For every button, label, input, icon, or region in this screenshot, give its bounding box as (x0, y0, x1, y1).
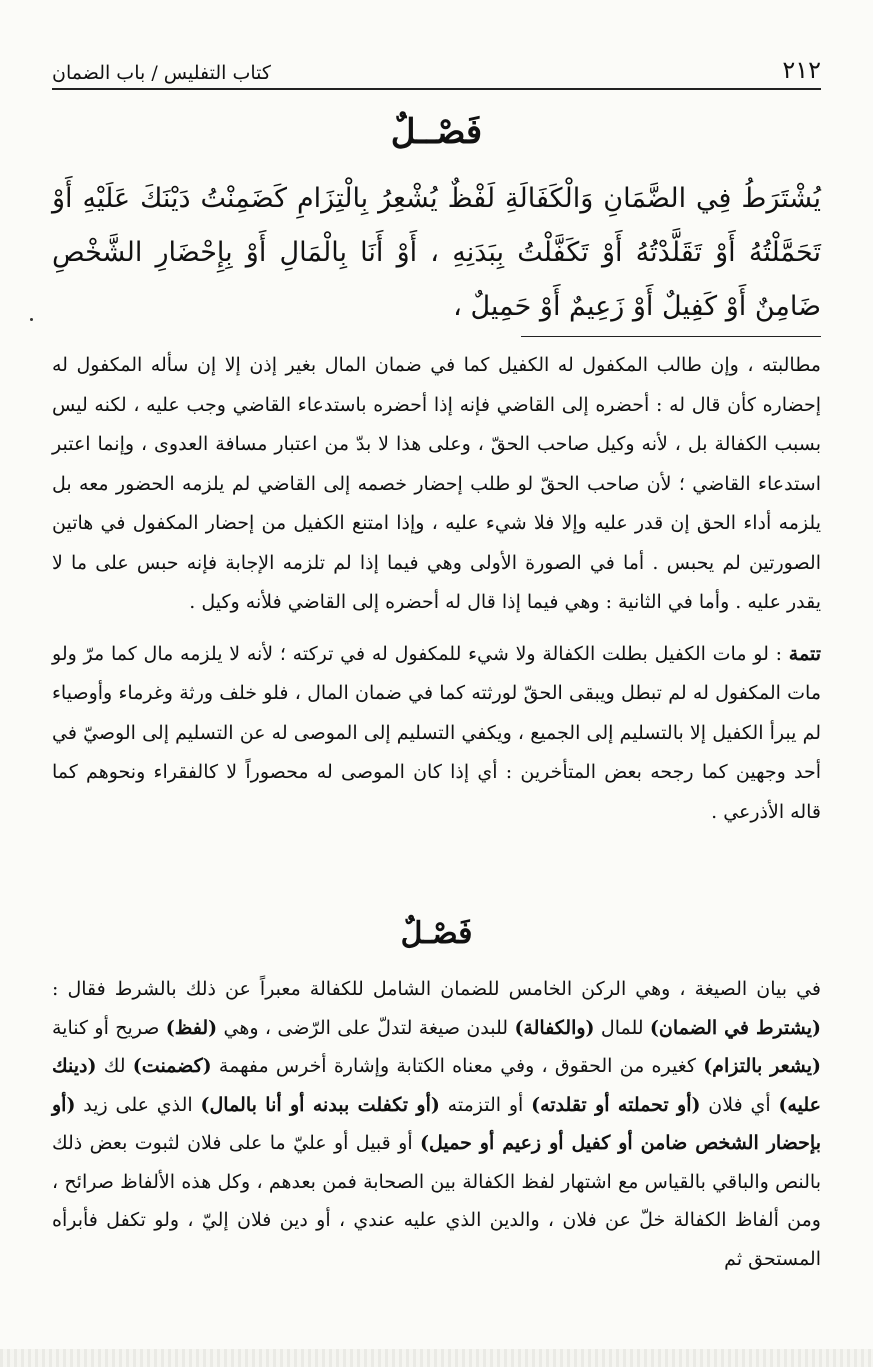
bold-matn-quote: (يشترط في الضمان) (649, 1016, 821, 1039)
bold-matn-quote: (كضمنت) (132, 1055, 212, 1077)
commentary-run: كغيره من الحقوق ، وفي معناه الكتابة وإشارة أخرس مفهمة (211, 1055, 704, 1077)
section-heading-2: فَصْـلٌ (400, 916, 473, 951)
tatimma-label: تتمة (788, 642, 821, 665)
commentary-paragraph-2 (52, 970, 821, 1278)
bold-matn-quote: (أو تكفلت ببدنه أو أنا بالمال) (200, 1093, 440, 1116)
commentary-run: لك (96, 1055, 133, 1077)
commentary-run: أو التزمته (439, 1093, 532, 1116)
page-header (52, 44, 821, 90)
commentary-block-1 (52, 346, 821, 832)
commentary-paragraph: مطالبته ، وإن طالب المكفول له الكفيل كما في ضمان المال بغير إذن إلا إن سأله المكفول له إحضاره كأن قال له : أحضره إلى القاضي فإنه إذا أحضره باستدعاء القاضي وجب عليه ، لكنه ليس بسبب الكفالة بل ، لأنه وكيل صاحب الحقّ ، وعلى هذا لا بدّ من اعتبار مسافة العدوى ، وإنما اعتبر استدعاء القاضي ؛ لأن صاحب الحقّ لو طلب إحضار خصمه إلى القاضي لم يلزمه الحضور معه بل يلزمه أداء الحق إن قدر عليه وإلا فلا شيء عليه ، وإذا امتنع الكفيل من إحضار المكفول في هاتين الصورتين لم يحبس . أما في الصورة الأولى وهي فيما إذا لم تلزمه الإجابة فإنه حبس على ما لا يقدر عليه . وأما في الثانية : وهي فيما إذا قال له أحضره إلى القاضي فلأنه وكيل . (52, 354, 821, 613)
commentary-run: للبدن صيغة لتدلّ على الرّضى ، وهي (217, 1016, 515, 1039)
commentary-run: أي فلان (700, 1093, 779, 1116)
section-heading-1: فَصْــلٌ (390, 112, 483, 152)
tatimma-text: : لو مات الكفيل بطلت الكفالة ولا شيء للمكفول له في تركته ؛ لأنه لا يلزمه مال كما مرّ ولو مات المكفول له لم تبطل ويبقى الحقّ لورثته كما في ضمان المال ، فلو خلف ورثة وغرماء وأوصياء لم يبرأ الكفيل إلا بالتسليم إلى الجميع ، ويكفي التسليم إلى الموصى له عن التسليم إلى الوصيّ في أحد وجهين كما رجحه بعض المتأخرين : أي إذا كان الموصى له محصوراً لا كالفقراء ونحوهم كما قاله الأذرعي . (52, 642, 821, 823)
bold-matn-quote: (دينك عليه) (52, 1055, 821, 1116)
scan-speck (30, 318, 33, 321)
running-title: كتاب التفليس / باب الضمان (52, 62, 271, 84)
commentary-run: الذي على زيد (75, 1093, 201, 1116)
commentary-run: للمال (594, 1016, 650, 1039)
commentary-run: أو قبيل أو عليّ ما على فلان لثبوت بعض ذلك بالنص والباقي بالقياس مع اشتهار لفظ الكفالة بين الصحابة فمن بعدهم ، وكل هذه الألفاظ صرائح ، ومن ألفاظ الكفالة خلّ عن فلان ، والدين الذي عليه عندي ، أو دين فلان إليّ ، ولو تكفل فأبرأه المستحق ثم (52, 1132, 821, 1270)
book-page (52, 0, 821, 1367)
tatimma-paragraph (52, 635, 821, 833)
matn-text: يُشْتَرَطُ فِي الضَّمَانِ وَالْكَفَالَةِ لَفْظٌ يُشْعِرُ بِالْتِزَامِ كَضَمِنْتُ دَيْنَكَ عَلَيْهِ أَوْ تَحَمَّلْتُهُ أَوْ تَقَلَّدْتُهُ أَوْ تَكَفَّلْتُ بِبَدَنِهِ ، أَوْ أَنَا بِالْمَالِ أَوْ بِإِحْضَارِ الشَّخْصِ ضَامِنٌ أَوْ كَفِيلٌ أَوْ زَعِيمٌ أَوْ حَمِيلٌ ، (52, 183, 821, 322)
commentary-run: في بيان الصيغة ، وهي الركن الخامس للضمان الشامل للكفالة معبراً عن ذلك بالشرط فقال : (52, 978, 821, 1000)
bold-matn-quote: (والكفالة) (514, 1016, 595, 1039)
bold-matn-quote: (يشعر بالتزام) (703, 1055, 821, 1077)
page-number: ٢١٢ (782, 56, 821, 84)
commentary-run: صريح أو كناية (52, 1016, 166, 1039)
scan-edge-noise (0, 1349, 873, 1367)
footnote-separator (521, 336, 821, 337)
bold-matn-quote: (لفظ) (165, 1016, 218, 1039)
commentary-block-2 (52, 970, 821, 1278)
bold-matn-quote: (أو تحملته أو تقلدته) (531, 1093, 701, 1116)
bold-matn-quote: (أو بإحضار الشخص ضامن أو كفيل أو زعيم أو حميل) (52, 1093, 821, 1154)
